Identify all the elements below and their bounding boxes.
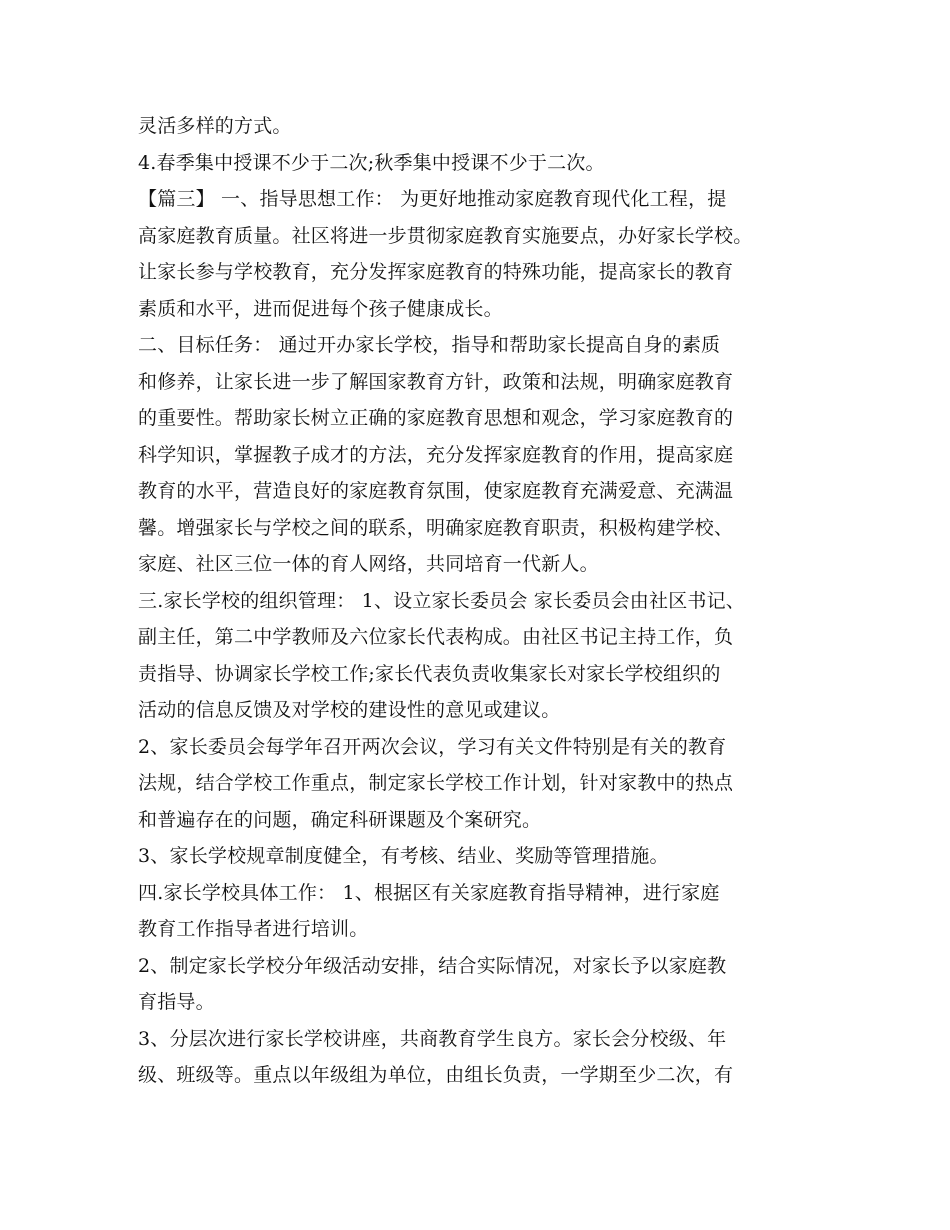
text-line: 三.家长学校的组织管理： 1、设立家长委员会 家长委员会由社区书记、 (138, 589, 746, 612)
text-line: 教育的水平，营造良好的家庭教育氛围，使家庭教育充满爱意、充满温 (138, 480, 734, 502)
text-line: 育指导。 (138, 991, 215, 1013)
text-line: 和普遍存在的问题，确定科研课题及个案研究。 (138, 808, 542, 831)
text-line: 四.家长学校具体工作： 1、根据区有关家庭教育指导精神，进行家庭 (138, 881, 720, 904)
document-body (138, 108, 818, 1094)
text-line: 的重要性。帮助家长树立正确的家庭教育思想和观念，学习家庭教育的 (138, 407, 734, 429)
text-line: 二、目标任务： 通过开办家长学校，指导和帮助家长提高自身的素质 (138, 334, 721, 356)
text-line: 科学知识，掌握教子成才的方法，充分发挥家庭教育的作用，提高家庭 (138, 443, 734, 466)
text-line: 责指导、协调家长学校工作;家长代表负责收集家长对家长学校组织的 (138, 662, 721, 685)
text-line: 【篇三】 一、指导思想工作： 为更好地推动家庭教育现代化工程，提 (138, 188, 727, 210)
text-line: 和修养，让家长进一步了解国家教育方针，政策和法规，明确家庭教育 (138, 370, 734, 393)
text-line: 3、家长学校规章制度健全，有考核、结业、奖励等管理措施。 (138, 845, 669, 867)
text-line: 灵活多样的方式。 (138, 115, 292, 137)
text-line: 让家长参与学校教育，充分发挥家庭教育的特殊功能，提高家长的教育 (138, 261, 734, 283)
text-line: 高家庭教育质量。社区将进一步贯彻家庭教育实施要点，办好家长学校。 (138, 224, 753, 247)
text-line: 素质和水平，进而促进每个孩子健康成长。 (138, 297, 503, 320)
text-line: 2、制定家长学校分年级活动安排，结合实际情况，对家长予以家庭教 (138, 954, 727, 977)
text-line: 3、分层次进行家长学校讲座，共商教育学生良方。家长会分校级、年 (138, 1027, 727, 1050)
text-line: 教育工作指导者进行培训。 (138, 918, 369, 940)
text-line: 2、家长委员会每学年召开两次会议，学习有关文件特别是有关的教育 (138, 735, 727, 758)
text-line: 活动的信息反馈及对学校的建设性的意见或建议。 (138, 699, 561, 721)
text-line: 级、班级等。重点以年级组为单位，由组长负责，一学期至少二次，有 (138, 1064, 734, 1086)
text-line: 馨。增强家长与学校之间的联系，明确家庭教育职责，积极构建学校、 (138, 516, 734, 539)
text-line: 法规，结合学校工作重点，制定家长学校工作计划，针对家教中的热点 (138, 772, 734, 794)
text-line: 家庭、社区三位一体的育人网络，共同培育一代新人。 (138, 553, 599, 575)
text-line: 副主任，第二中学教师及六位家长代表构成。由社区书记主持工作，负 (138, 626, 734, 648)
text-line: 4.春季集中授课不少于二次;秋季集中授课不少于二次。 (138, 151, 605, 174)
